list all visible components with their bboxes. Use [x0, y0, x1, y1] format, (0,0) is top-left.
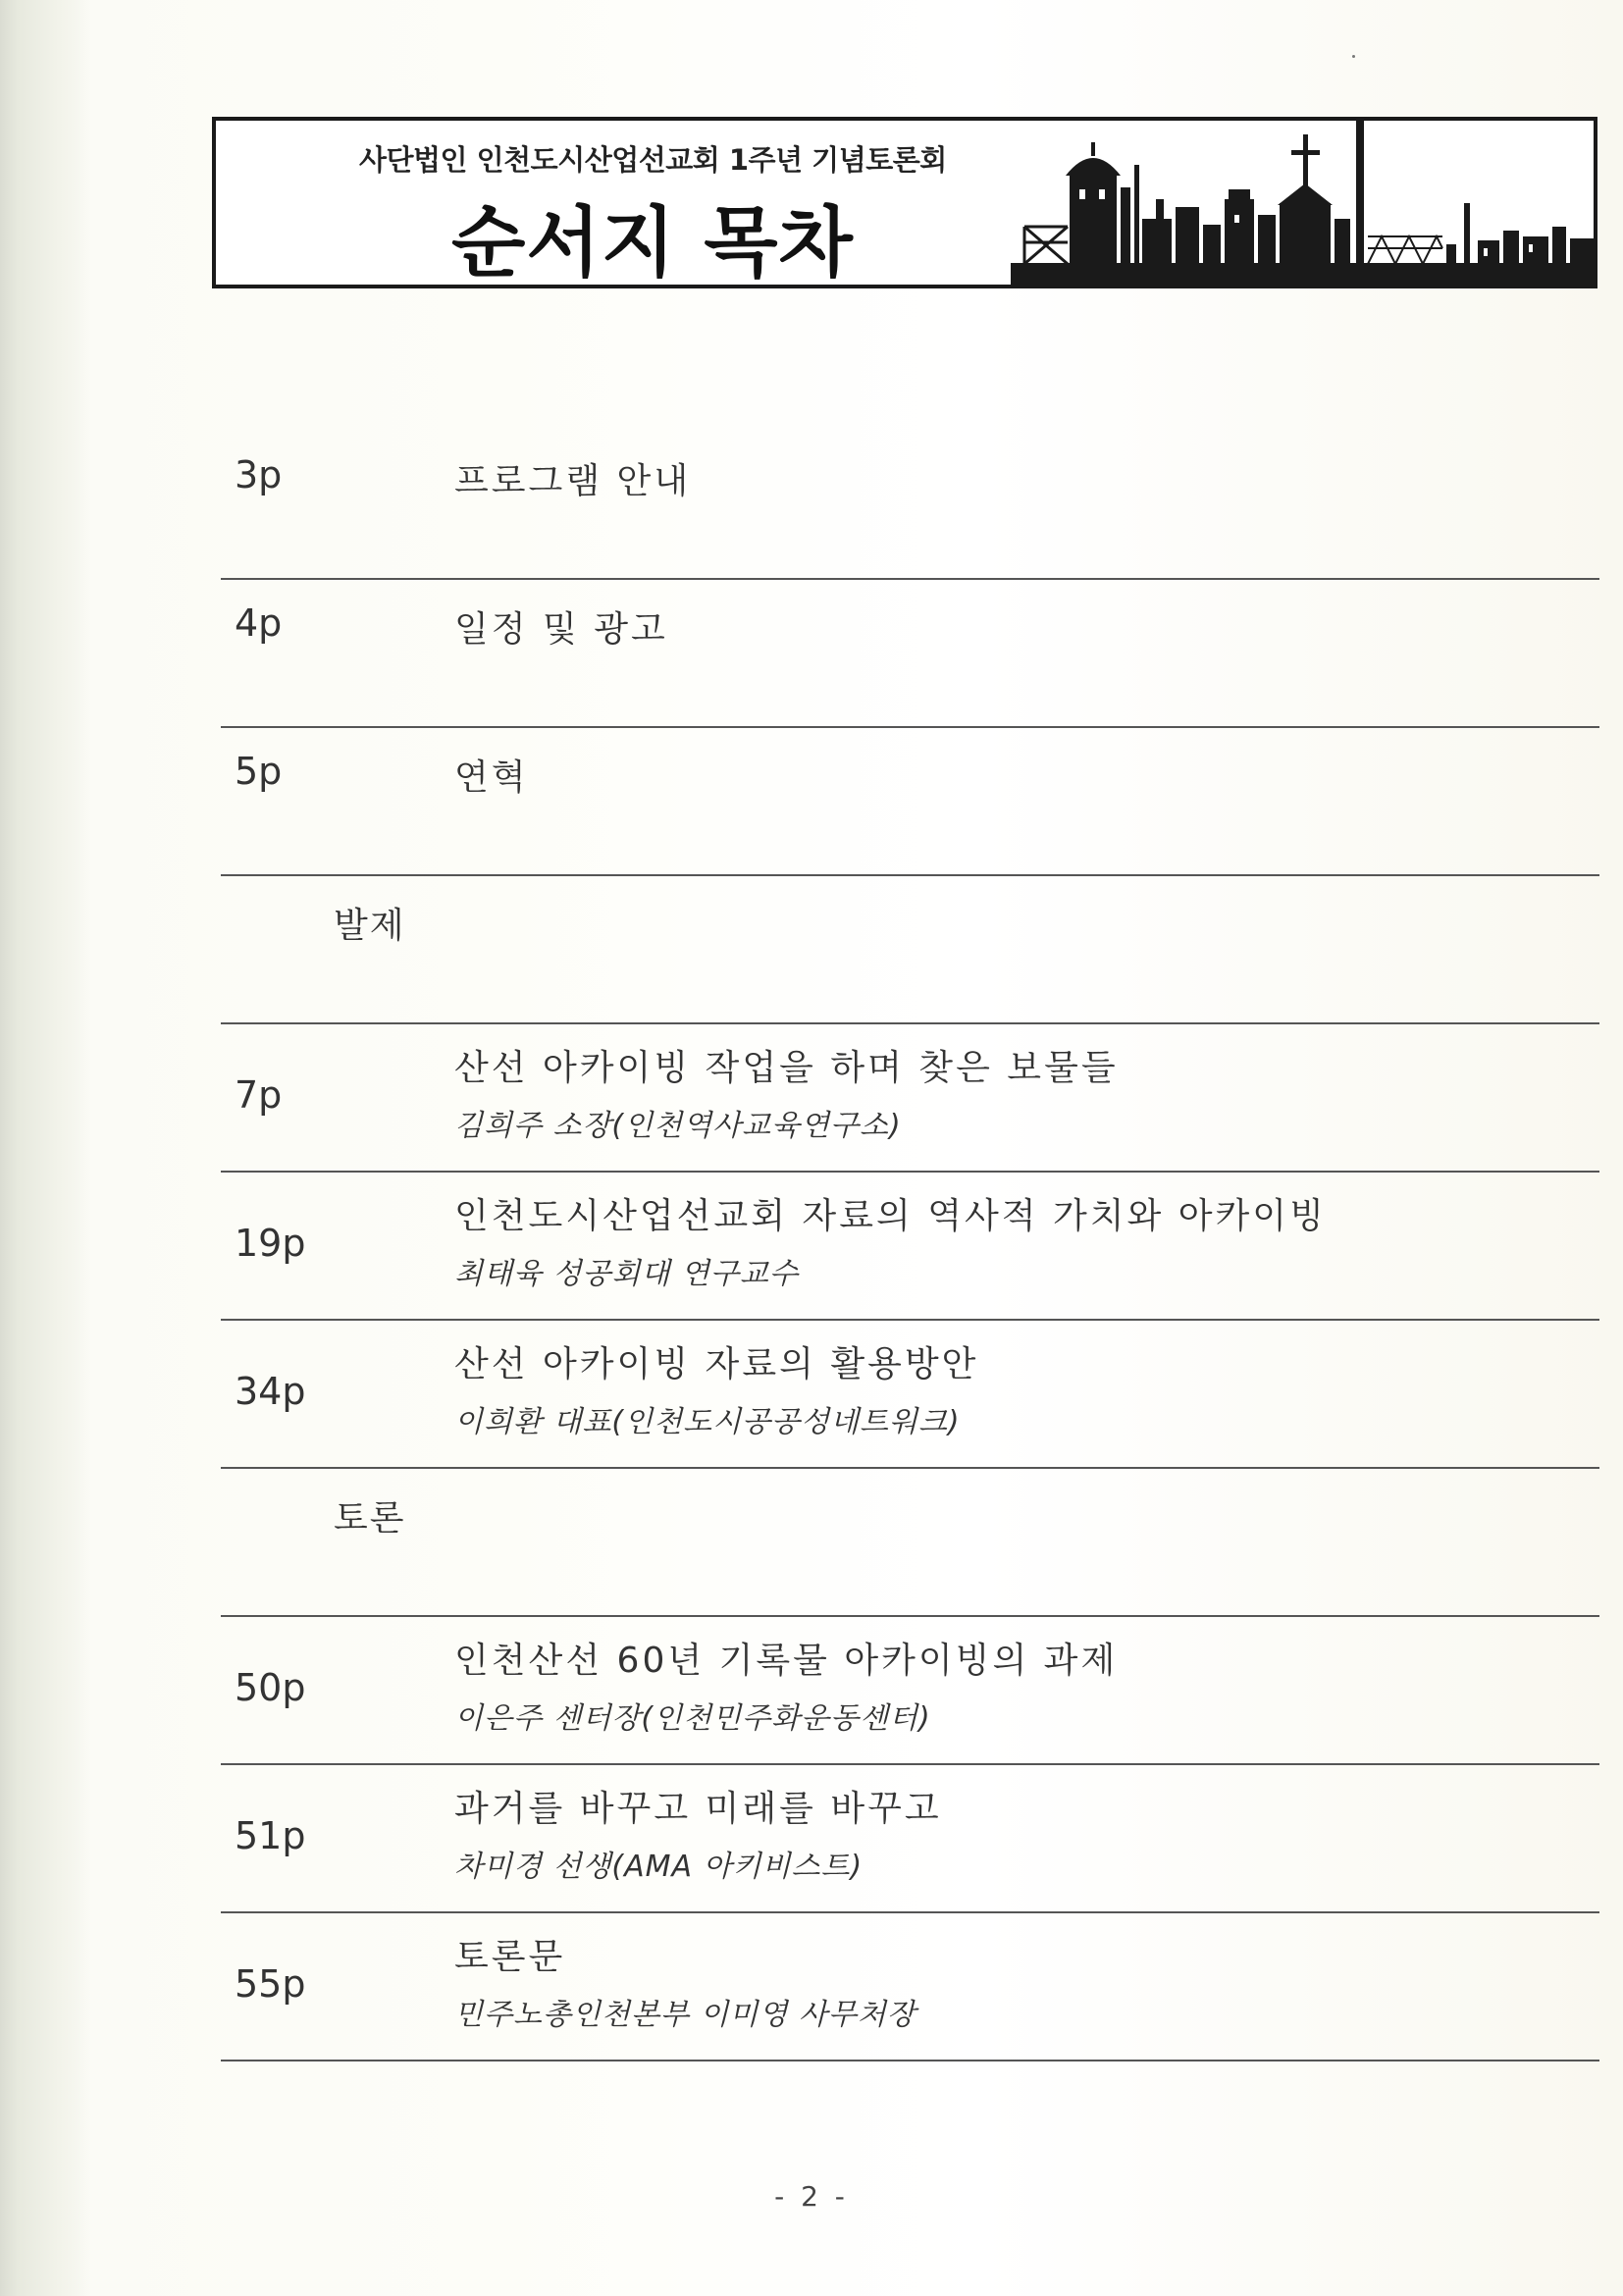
toc-item-title: 과거를 바꾸고 미래를 바꾸고 [454, 1789, 942, 1829]
toc-item-title: 산선 아카이빙 작업을 하며 찾은 보물들 [454, 1048, 1119, 1088]
page-number: 55p [235, 1962, 306, 2006]
page-number: 7p [235, 1073, 283, 1117]
toc-item-presenter: 이은주 센터장(인천민주화운동센터) [454, 1701, 931, 1736]
page-number: 3p [235, 453, 283, 496]
toc-item-title: 일정 및 광고 [454, 609, 668, 650]
page-number: 5p [235, 750, 283, 793]
scan-edge-shadow [0, 0, 90, 2296]
toc-item-presenter: 차미경 선생(AMA 아키비스트) [454, 1850, 864, 1884]
table-of-contents [221, 432, 1599, 2061]
page-number: 51p [235, 1814, 306, 1857]
toc-row [221, 1913, 1599, 2061]
page-number: 50p [235, 1666, 306, 1709]
page-number: 19p [235, 1222, 306, 1265]
industrial-skyline-illustration [1011, 121, 1597, 288]
toc-section-header [221, 1469, 1599, 1617]
toc-item-presenter: 이희환 대표(인천도시공공성네트워크) [454, 1405, 961, 1439]
toc-item-presenter: 최태육 성공회대 연구교수 [454, 1257, 799, 1291]
header-banner [212, 117, 1597, 288]
page-number: 34p [235, 1370, 306, 1413]
header-title: 순서지 목차 [451, 199, 854, 287]
toc-item-presenter: 민주노총인천본부 이미영 사무처장 [454, 1998, 916, 2032]
toc-item-presenter: 김희주 소장(인천역사교육연구소) [454, 1109, 902, 1143]
section-label: 토론 [334, 1498, 406, 1539]
toc-item-title: 인천산선 60년 기록물 아카이빙의 과제 [454, 1641, 1119, 1681]
section-label: 발제 [334, 906, 406, 946]
scan-speck [1352, 55, 1355, 58]
toc-row [221, 1617, 1599, 1765]
toc-item-title: 산선 아카이빙 자료의 활용방안 [454, 1344, 979, 1384]
toc-row [221, 432, 1599, 580]
toc-row [221, 1173, 1599, 1321]
toc-section-header [221, 876, 1599, 1024]
toc-item-title: 토론문 [454, 1937, 566, 1977]
toc-row [221, 1321, 1599, 1469]
toc-row [221, 1765, 1599, 1913]
footer-page-number: - 2 - [774, 2180, 849, 2213]
header-subtitle: 사단법인 인천도시산업선교회 1주년 기념토론회 [359, 143, 947, 177]
toc-item-title: 연혁 [454, 757, 529, 798]
page-number: 4p [235, 601, 283, 645]
toc-row [221, 1024, 1599, 1173]
toc-row [221, 580, 1599, 728]
toc-item-title: 인천도시산업선교회 자료의 역사적 가치와 아카이빙 [454, 1196, 1327, 1236]
toc-item-title: 프로그램 안내 [454, 461, 692, 501]
toc-row [221, 728, 1599, 876]
